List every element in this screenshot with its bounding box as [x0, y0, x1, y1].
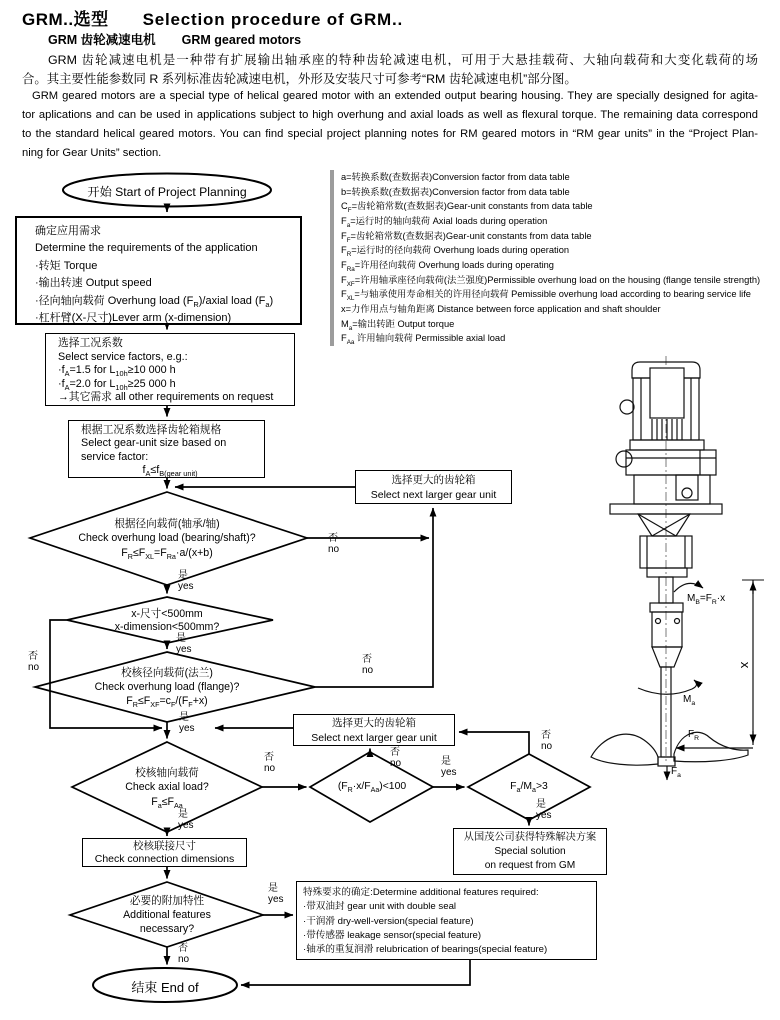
page-subtitle-cn: GRM 齿轮减速电机 [48, 33, 156, 47]
legend-entry: b=转换系数(查数据表)Conversion factor from data table [341, 186, 570, 197]
agitator-motor-drawing [591, 356, 764, 780]
text-line: Select next larger gear unit [370, 488, 497, 501]
torque-rotation-arrow [638, 680, 697, 694]
page-title-cn: GRM..选型 [22, 10, 109, 29]
text-line: $f_A\le f_{B(gear unit)}$ [142, 464, 198, 479]
box-determine-requirements [15, 216, 302, 325]
text-line: ·轴承的重复润滑 relubrication of bearings(special feature) [303, 944, 548, 956]
branch-no: 否 no [328, 533, 340, 555]
text-line: Special solution [494, 846, 566, 858]
text-line: $F_a\le F_{Aa}$ [151, 795, 183, 810]
paragraph-en-line: tor aplications and can be used in applications subject to high overhung and axial loads as well as flexural torque. The remaining data correspond [22, 109, 758, 121]
decision-overhung-flange-label [40, 666, 294, 708]
branch-no: 否 no [178, 943, 190, 965]
text-line: on request from GM [484, 860, 576, 872]
branch-no: 否 no [28, 651, 40, 673]
torque-label: $M_a$ [683, 694, 696, 707]
x-dimension-label: x [738, 661, 753, 669]
gearbox-upper [626, 450, 716, 475]
text-line: $\cdot f_A=2.0$ for $L_{10h}\ge 25$ 000 h [58, 377, 176, 392]
text-line: x-dimension<500mm? [114, 620, 220, 633]
fan-cowl [650, 368, 684, 418]
box-select-gear-size [68, 420, 265, 478]
text-line: ·干润滑 dry-well-version(special feature) [303, 915, 474, 927]
box-service-factors [45, 333, 295, 406]
legend-entry: $F_a=$运行时的轴向载荷 Axial loads during operation [341, 215, 548, 229]
text-line: Select gear-unit size based on [81, 437, 227, 450]
text-line: necessary? [139, 923, 195, 935]
cooling-fins [652, 419, 682, 440]
text-line: 选择更大的齿轮箱 [332, 717, 416, 729]
support-cone [638, 514, 690, 536]
text-line: 校核联接尺寸 [133, 840, 196, 852]
text-line: →其它需求 all other requirements on request [58, 391, 274, 404]
paragraph-en-line: GRM geared motors are a special type of helical geared motor with an extended output bearing housing. They are specially designed for agita- [32, 90, 758, 102]
axial-force-label: $F_a$ [671, 766, 681, 779]
box-additional-features [296, 881, 597, 960]
text-line: 从国茂公司获得特殊解决方案 [463, 832, 597, 843]
lifting-eye [616, 451, 632, 467]
decision-x-dimension-label [82, 608, 252, 634]
branch-yes: 是 yes [178, 809, 194, 831]
legend-entry: a=转换系数(查数据表)Conversion factor from data table [341, 172, 570, 182]
box-check-connection [82, 838, 247, 867]
text-line: Select service factors, e.g.: [58, 350, 188, 363]
text-line: 根据径向载荷(轴承/轴) [114, 518, 220, 530]
branch-yes: 是 yes [178, 570, 194, 592]
branch-yes: 是 yes [176, 633, 192, 655]
box-select-larger-gear-1 [355, 470, 512, 504]
bending-moment-arrow [674, 583, 703, 592]
coupling-flange [650, 603, 683, 612]
text-line: 校核轴向载荷 [135, 767, 199, 779]
legend-entry: $F_R=$运行时的径向载荷 Overhung loads during operation [341, 245, 570, 259]
legend-entry: $F_{XL}=$与轴承使用寿命相关的许用径向载荷 Pemissible overhung load according to bearing service life [341, 289, 751, 303]
paragraph-en-line: ning for Gear Units” section. [22, 147, 162, 159]
text-line: 确定应用需求 [35, 225, 101, 237]
text-line: Check axial load? [125, 781, 209, 794]
text-line: 必要的附加特性 [129, 895, 205, 907]
bending-moment-label: $M_B=F_R\cdot x$ [687, 593, 726, 606]
propeller-hub [658, 757, 675, 766]
text-line: ·径向轴向载荷 Overhung load $(F_R)$/axial load $(F_a)$ [35, 294, 274, 309]
seal-cap [647, 568, 687, 577]
text-line: 特殊要求的确定:Determine additional features required: [303, 887, 539, 898]
branch-yes: 是 yes [441, 756, 457, 778]
decision-fa-ma-ratio-label: $F_a/M_a>3$ [510, 781, 548, 795]
text-line: 根据工况系数选择齿轮箱规格 [81, 424, 222, 436]
legend-entry: $F_F=$齿轮箱常数(查数据表)Gear-unit constants from data table [341, 230, 592, 244]
legend-entry: $C_F=$齿轮箱常数(查数据表)Gear-unit constants from data table [341, 201, 593, 215]
branch-no: 否 no [541, 730, 553, 752]
text-line: $F_R\le F_{XF}=c_F/(F_F+x)$ [126, 695, 208, 710]
decision-additional-features-label [77, 894, 257, 936]
paragraph-cn-line: 合。其主要性能参数同 R 系列标准齿轮减速电机，外形及安装尺寸可参考“RM 齿轮减速电机”部分图。 [22, 72, 577, 86]
text-line: ·转矩 Torque [35, 259, 98, 272]
end-label: 结束 End of [131, 980, 199, 995]
text-line: 校核径向载荷(法兰) [121, 667, 213, 679]
adapter-plate [630, 440, 704, 450]
branch-yes: 是 yes [536, 799, 552, 821]
text-line: ·带传感器 leakage sensor(special feature) [303, 929, 482, 941]
text-line: $\cdot f_A=1.5$ for $L_{10h}\ge 10$ 000 h [58, 364, 176, 379]
text-line: Additional features [123, 909, 211, 921]
text-line: Check overhung load (flange)? [94, 681, 240, 693]
propeller-blade-left [591, 734, 658, 765]
decision-axial-load-label [77, 766, 257, 809]
text-line: Check connection dimensions [94, 853, 235, 866]
text-line: ·输出转速 Output speed [35, 277, 152, 290]
box-select-larger-gear-2 [293, 714, 455, 746]
coupling-housing [652, 612, 682, 647]
legend-entry: $F_{XF}=$许用轴承座径向载荷(法兰强度)Permissible overhung load on the housing (flange tensile strength) [341, 274, 761, 288]
text-line: $F_R\le F_{XL}=F_{Ra}\cdot a/(x+b)$ [121, 546, 213, 561]
text-line: Select next larger gear unit [311, 731, 437, 744]
legend-entry: $F_{Aa}$ 许用轴向载荷 Permissible axial load [341, 333, 506, 347]
box-special-solution [453, 828, 607, 875]
branch-no: 否 no [362, 654, 374, 676]
decision-frx-ratio-label: $(F_R\cdot x/F_{Aa})<100$ [337, 781, 407, 795]
branch-no: 否 no [390, 747, 402, 769]
decision-overhung-shaft-label [40, 517, 294, 560]
text-line: ·带双油封 gear unit with double seal [303, 901, 457, 913]
branch-no: 否 no [264, 752, 276, 774]
lifting-eye [620, 400, 634, 414]
text-line: 选择工况系数 [58, 337, 123, 349]
text-line: service factor: [81, 450, 149, 463]
branch-yes: 是 yes [179, 712, 195, 734]
text-line: x-尺寸<500mm [131, 608, 203, 620]
paragraph-cn-line: GRM 齿轮减速电机是一种带有扩展输出轴承座的特种齿轮减速电机，可用于大悬挂载荷、大轴向载荷和大变化载荷的场 [48, 53, 758, 66]
text-line: ·杠杆臂(X-尺寸)Lever arm (x-dimension) [35, 312, 232, 325]
text-line: 选择更大的齿轮箱 [391, 474, 476, 486]
legend-entry: $F_{Ra}=$许用径向载荷 Overhung loads during operating [341, 259, 554, 273]
paragraph-en-line: to the standard helical geared motors. You can find special project planning notes for RM geared motors in “RM gear units” in the “Project Plan- [22, 128, 758, 140]
branch-yes: 是 yes [268, 883, 284, 905]
radial-force-label: $F_R$ [688, 729, 700, 742]
legend-entry: x=力作用点与轴角距离 Distance between force application and shaft shoulder [341, 303, 661, 314]
propeller-blade-right [674, 732, 748, 761]
page-subtitle-en: GRM geared motors [181, 33, 302, 47]
start-label: 开始 Start of Project Planning [87, 185, 247, 199]
text-line: Determine the requirements of the application [35, 242, 258, 255]
legend-entry: $M_a=$输出转距 Output torque [341, 318, 455, 332]
page-title-en: Selection procedure of GRM.. [142, 10, 404, 29]
text-line: Check overhung load (bearing/shaft)? [78, 532, 256, 545]
